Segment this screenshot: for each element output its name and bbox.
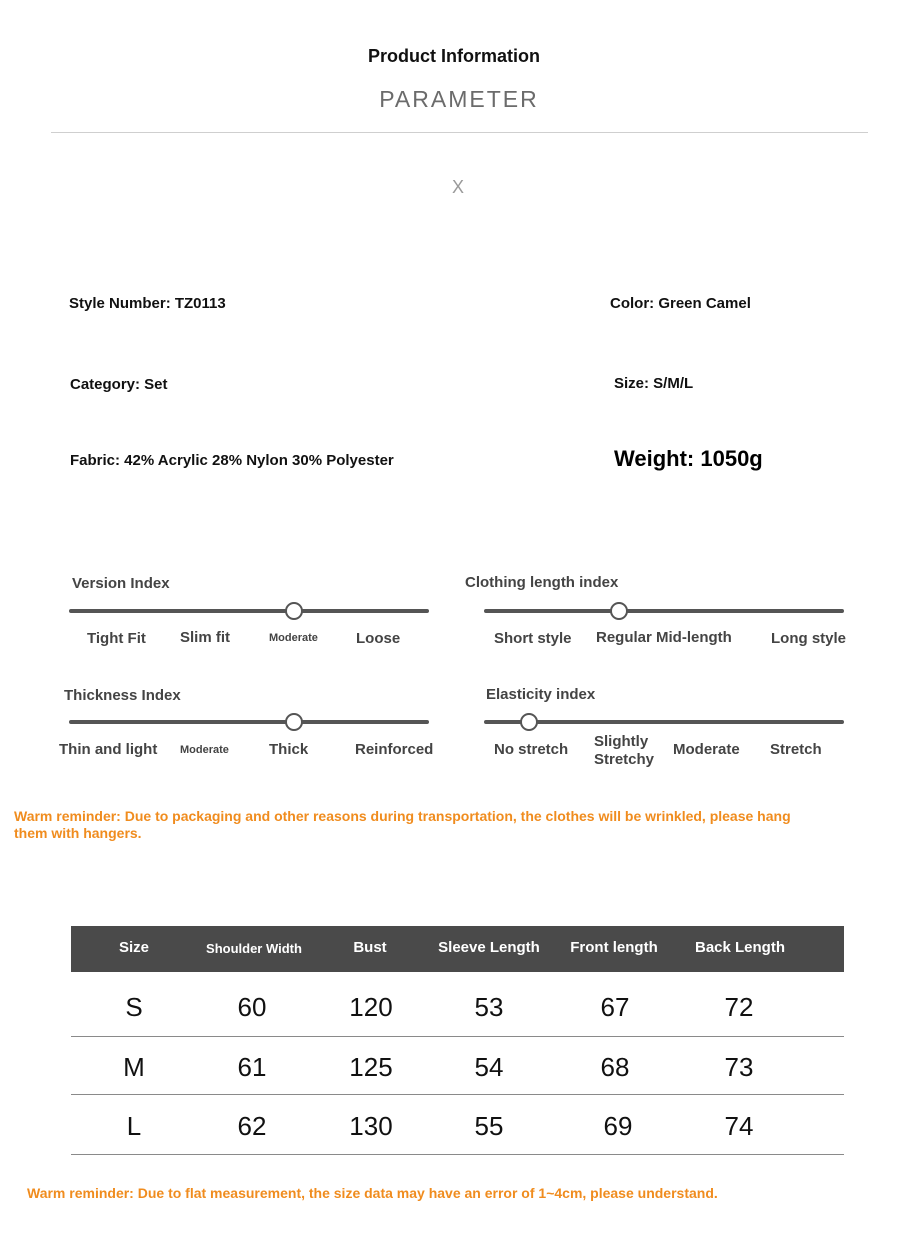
size-table-header <box>71 926 844 972</box>
length-index-track <box>484 609 844 613</box>
thickness-index-title: Thickness Index <box>64 687 181 704</box>
version-option: Tight Fit <box>87 630 146 647</box>
version-option: Loose <box>356 630 401 647</box>
elasticity-index-title: Elasticity index <box>486 686 596 703</box>
cell-bust: 120 <box>349 992 393 1022</box>
header-sleeve-length: Sleeve Length <box>438 939 540 956</box>
row-divider <box>71 1094 844 1095</box>
thickness-option: Reinforced <box>355 741 434 758</box>
header-size: Size <box>118 939 149 956</box>
cell-size: M <box>123 1052 145 1082</box>
thickness-option: Thick <box>269 741 309 758</box>
length-option: Regular Mid-length <box>596 629 732 646</box>
row-divider <box>71 1154 844 1155</box>
cell-size: L <box>126 1111 142 1141</box>
cell-bust: 125 <box>349 1052 393 1082</box>
category-info: Category: Set <box>70 376 168 393</box>
elasticity-option: No stretch <box>494 741 569 758</box>
cell-bust: 130 <box>349 1111 393 1141</box>
version-index-marker <box>285 602 303 620</box>
thickness-index-track <box>69 720 429 724</box>
version-option: Moderate <box>269 632 318 644</box>
reminder-measurement: Warm reminder: Due to flat measurement, the size data may have an error of 1~4cm, please understand. <box>27 1185 718 1201</box>
header-bust: Bust <box>353 939 387 956</box>
cell-sleeve: 55 <box>474 1111 504 1141</box>
length-index-marker <box>610 602 628 620</box>
weight-info: Weight: 1050g <box>614 446 763 471</box>
header-shoulder-width: Shoulder Width <box>206 941 302 956</box>
header-front-length: Front length <box>570 939 658 956</box>
version-index-track <box>69 609 429 613</box>
version-index-title: Version Index <box>72 575 170 592</box>
cell-shoulder: 60 <box>237 992 267 1022</box>
cell-back: 72 <box>724 992 754 1022</box>
table-row <box>71 1111 844 1143</box>
length-index-title: Clothing length index <box>465 574 619 591</box>
cell-sleeve: 54 <box>474 1052 504 1082</box>
thickness-index-marker <box>285 713 303 731</box>
cell-front: 67 <box>600 992 630 1022</box>
page-title: Product Information <box>368 46 540 66</box>
cell-sleeve: 53 <box>474 992 504 1022</box>
close-icon: X <box>451 177 464 197</box>
header-divider <box>51 132 868 133</box>
elasticity-option: Stretch <box>770 741 822 758</box>
cell-back: 74 <box>724 1111 754 1141</box>
size-info: Size: S/M/L <box>614 375 694 392</box>
reminder-hang: Warm reminder: Due to packaging and other reasons during transportation, the clothes will be wrinkled, please hang them with hangers. <box>14 808 791 841</box>
table-row <box>71 992 844 1024</box>
cell-front: 68 <box>600 1052 630 1082</box>
elasticity-option: Moderate <box>673 741 740 758</box>
elasticity-index-marker <box>520 713 538 731</box>
cell-size: S <box>125 992 143 1022</box>
cell-back: 73 <box>724 1052 754 1082</box>
table-row <box>71 1052 844 1084</box>
row-divider <box>71 1036 844 1037</box>
thickness-option: Moderate <box>180 744 229 756</box>
length-option: Long style <box>771 630 847 647</box>
version-option: Slim fit <box>180 629 231 646</box>
thickness-option: Thin and light <box>59 741 158 758</box>
style-number: Style Number: TZ0113 <box>69 295 226 312</box>
color-info: Color: Green Camel <box>610 295 751 312</box>
length-option: Short style <box>494 630 572 647</box>
page-subtitle: PARAMETER <box>379 86 539 112</box>
header-back-length: Back Length <box>694 939 785 956</box>
cell-shoulder: 62 <box>237 1111 267 1141</box>
cell-shoulder: 61 <box>237 1052 267 1082</box>
elasticity-option: Slightly Stretchy <box>594 733 655 768</box>
elasticity-index-track <box>484 720 844 724</box>
fabric-info: Fabric: 42% Acrylic 28% Nylon 30% Polyester <box>70 452 394 469</box>
cell-front: 69 <box>603 1111 633 1141</box>
